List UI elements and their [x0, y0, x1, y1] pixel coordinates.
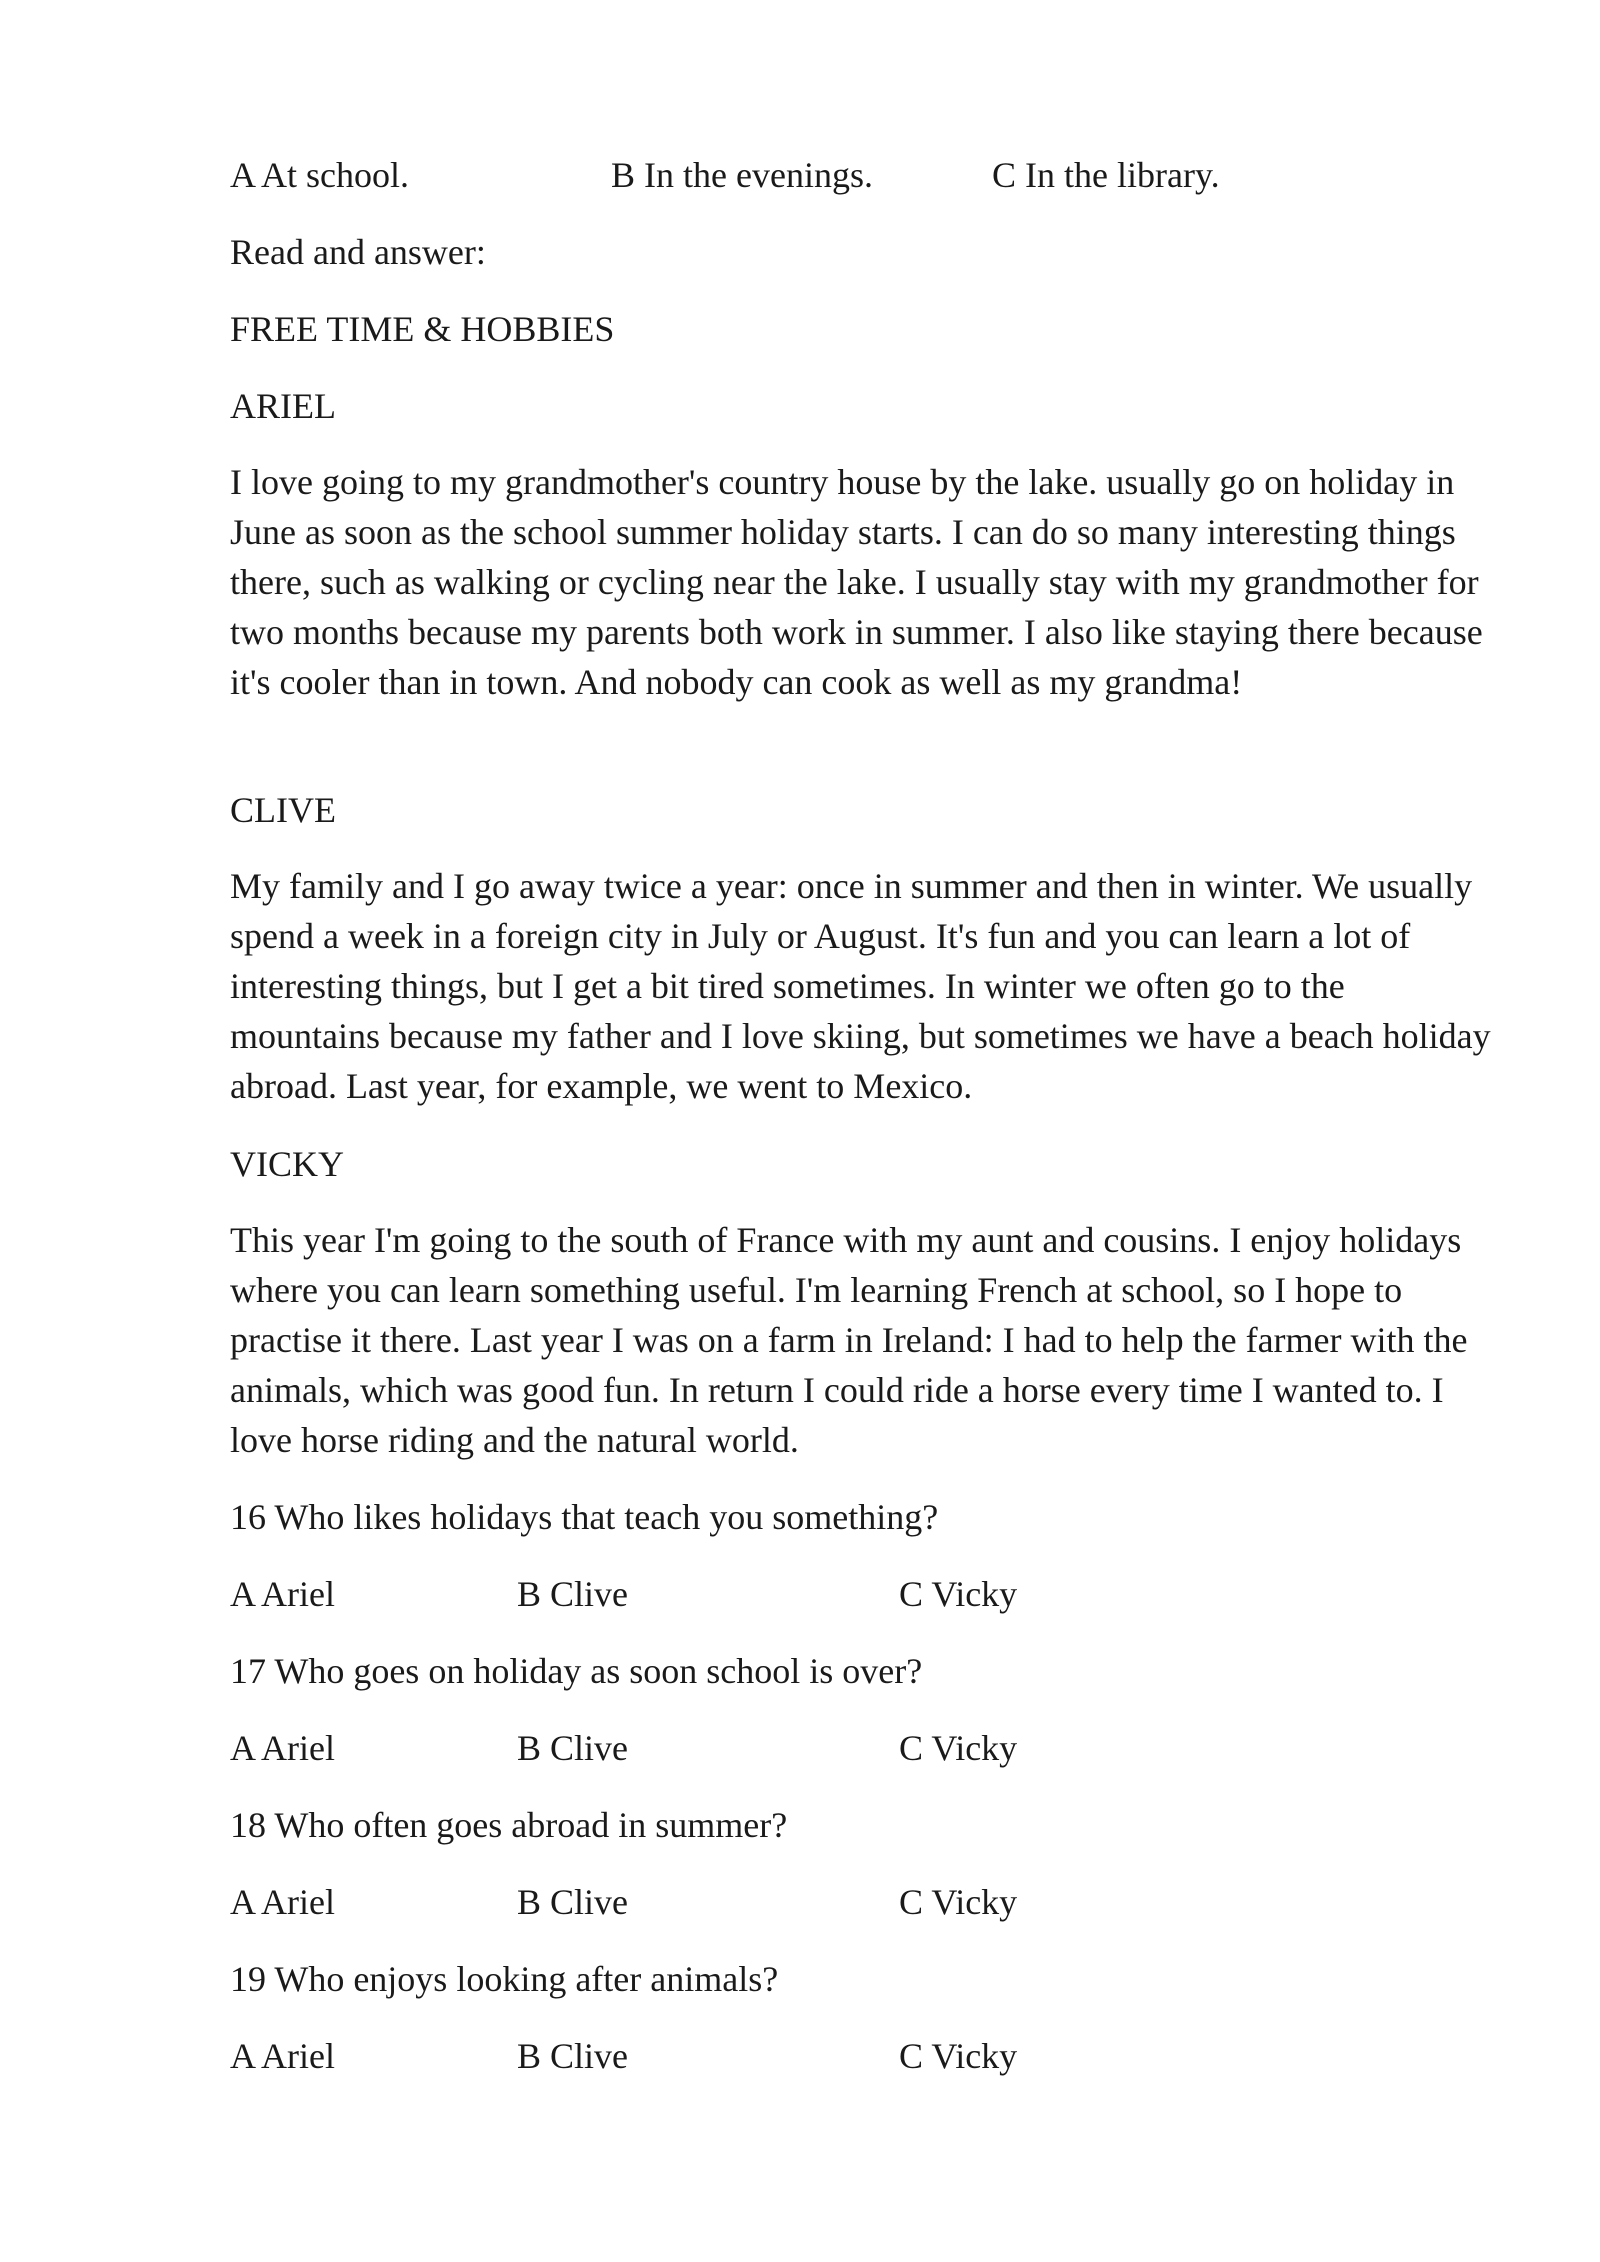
- heading-clive: CLIVE: [230, 790, 336, 830]
- q19-option-b: B Clive: [517, 2036, 629, 2076]
- q16-option-a: A Ariel: [230, 1574, 335, 1614]
- q18-option-a: A Ariel: [230, 1882, 335, 1922]
- q18-option-c: C Vicky: [899, 1882, 1018, 1922]
- instruction-text: Read and answer:: [230, 232, 486, 272]
- q17-option-c: C Vicky: [899, 1728, 1018, 1768]
- question-17: 17 Who goes on holiday as soon school is over?: [230, 1651, 923, 1691]
- option-b: B In the evenings.: [611, 155, 873, 195]
- question-18-options: [230, 1884, 1500, 1924]
- q17-option-a: A Ariel: [230, 1728, 335, 1768]
- option-a: A At school.: [230, 155, 410, 195]
- paragraph-clive: My family and I go away twice a year: once in summer and then in winter. We usually spend a week in a foreign city in July or August. It's fun and you can learn a lot of interesting things, but I get a bit tired sometimes. In winter we often go to the mountains because my father and I love skiing, but sometimes we have a beach holiday abroad. Last year, for example, we went to Mexico.: [230, 866, 1491, 1106]
- q19-option-c: C Vicky: [899, 2036, 1018, 2076]
- heading-ariel: ARIEL: [230, 386, 336, 426]
- paragraph-vicky: This year I'm going to the south of France with my aunt and cousins. I enjoy holidays where you can learn something useful. I'm learning French at school, so I hope to practise it there. Last year I was on a farm in Ireland: I had to help the farmer with the animals, which was good fun. In return I could ride a horse every time I wanted to. I love horse riding and the natural world.: [230, 1220, 1468, 1460]
- q18-option-b: B Clive: [517, 1882, 629, 1922]
- question-18: 18 Who often goes abroad in summer?: [230, 1805, 788, 1845]
- option-c: C In the library.: [992, 155, 1220, 195]
- q19-option-a: A Ariel: [230, 2036, 335, 2076]
- paragraph-ariel: I love going to my grandmother's country house by the lake. usually go on holiday in June as soon as the school summer holiday starts. I can do so many interesting things there, such as walking or cycling near the lake. I usually stay with my grandmother for two months because my parents both work in summer. I also like staying there because it's cooler than in town. And nobody can cook as well as my grandma!: [230, 462, 1483, 702]
- question-17-options: [230, 1730, 1500, 1770]
- q16-option-b: B Clive: [517, 1574, 629, 1614]
- question-16-options: [230, 1576, 1500, 1616]
- question-19: 19 Who enjoys looking after animals?: [230, 1959, 779, 1999]
- heading-vicky: VICKY: [230, 1144, 344, 1184]
- q16-option-c: C Vicky: [899, 1574, 1018, 1614]
- question-19-options: [230, 2038, 1500, 2078]
- q17-option-b: B Clive: [517, 1728, 629, 1768]
- question-16: 16 Who likes holidays that teach you something?: [230, 1497, 939, 1537]
- section-title: FREE TIME & HOBBIES: [230, 309, 615, 349]
- top-options-row: [230, 157, 1500, 197]
